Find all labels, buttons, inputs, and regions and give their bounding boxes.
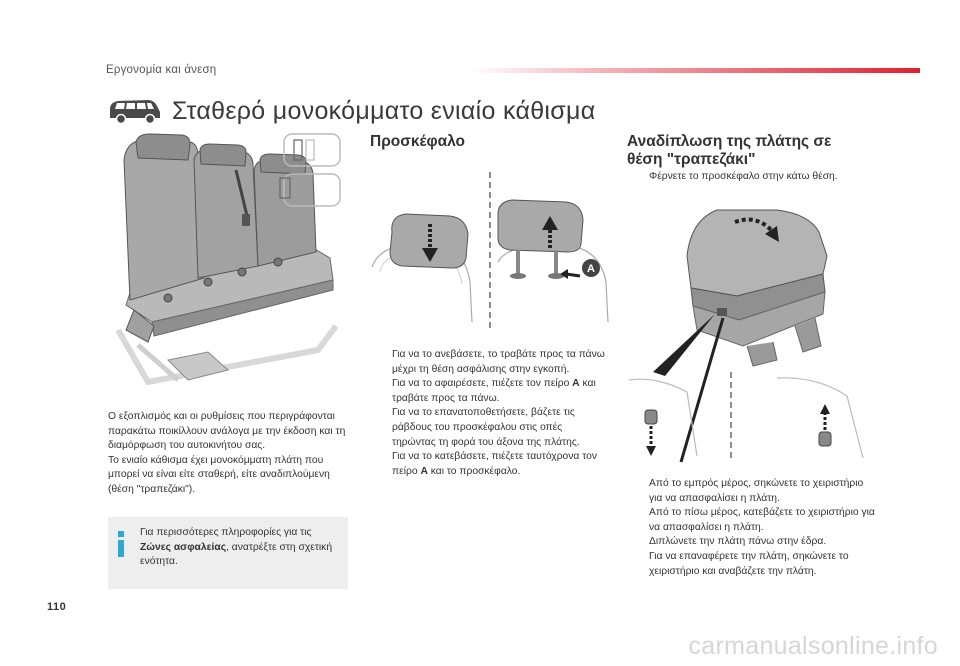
section-label: Εργονομία και άνεση bbox=[106, 64, 217, 76]
list-item: Από το πίσω μέρος, κατεβάζετε το χειριστήριο για να απασφαλίσει η πλάτη. bbox=[649, 507, 875, 533]
intro-text bbox=[108, 410, 348, 498]
fold-intro-instruction bbox=[627, 170, 877, 185]
page-number: 110 bbox=[47, 601, 67, 613]
watermark: carmanualsonline.info bbox=[688, 632, 938, 660]
page-title: Σταθερό μονοκόμματο ενιαίο κάθισμα bbox=[172, 96, 596, 125]
seat-belts-reference: Ζώνες ασφαλείας bbox=[140, 541, 227, 553]
info-text: Για περισσότερες πληροφορίες για τις Ζώνες ασφαλείας, ανατρέξτε στη σχετική ενότητα. bbox=[140, 527, 333, 568]
list-item: Από το εμπρός μέρος, σηκώνετε το χειριστήριο για να απασφαλίσει η πλάτη. bbox=[649, 478, 864, 504]
fold-instructions bbox=[627, 477, 877, 579]
intro-paragraph-1: Ο εξοπλισμός και οι ρυθμίσεις που περιγράφονται παρακάτω ποικίλλουν ανάλογα με την έκδοση και τη διαμόρφωση του αυτοκινήτου σας. bbox=[108, 411, 346, 452]
header-accent-bar bbox=[470, 68, 920, 73]
list-item: Για να το ανεβάσετε, το τραβάτε προς τα πάνω μέχρι τη θέση ασφάλισης στην εγκοπή. bbox=[392, 349, 605, 375]
info-box bbox=[108, 517, 348, 589]
folded-seat-illustration bbox=[627, 196, 877, 464]
list-item: Για να το επανατοποθετήσετε, βάζετε τις ράβδους του προσκέφαλου στις οπές τηρώντας τη φορά του άξονα της πλάτης. bbox=[392, 407, 580, 448]
list-item: Για να το αφαιρέσετε, πιέζετε τον πείρο A και τραβάτε προς τα πάνω. bbox=[392, 378, 596, 404]
page-title-row bbox=[106, 94, 595, 128]
fold-section-title: Αναδίπλωση της πλάτης σε θέση "τραπεζάκι" bbox=[627, 133, 832, 168]
list-item: Φέρνετε το προσκέφαλο στην κάτω θέση. bbox=[649, 171, 838, 182]
headrest-instructions bbox=[370, 348, 605, 479]
van-icon bbox=[106, 96, 162, 126]
list-item: Διπλώνετε την πλάτη πάνω στην έδρα. bbox=[649, 536, 827, 548]
list-item: Για να το κατεβάσετε, πιέζετε ταυτόχρονα τον πείρο A και το προσκέφαλο. bbox=[392, 451, 598, 477]
pin-a-label: A bbox=[587, 263, 595, 275]
list-item: Για να επαναφέρετε την πλάτη, σηκώνετε το χειριστήριο και αναβάζετε την πλάτη. bbox=[649, 550, 849, 577]
headrest-illustration bbox=[370, 172, 610, 332]
intro-paragraph-2: Το ενιαίο κάθισμα έχει μονοκόμματη πλάτη που μπορεί να είναι είτε σταθερή, είτε αναδιπλούμενη (θέση "τραπεζάκι"). bbox=[108, 454, 330, 495]
info-icon bbox=[116, 531, 126, 557]
bench-seat-illustration bbox=[108, 130, 353, 392]
headrest-section-title: Προσκέφαλο bbox=[370, 133, 466, 150]
